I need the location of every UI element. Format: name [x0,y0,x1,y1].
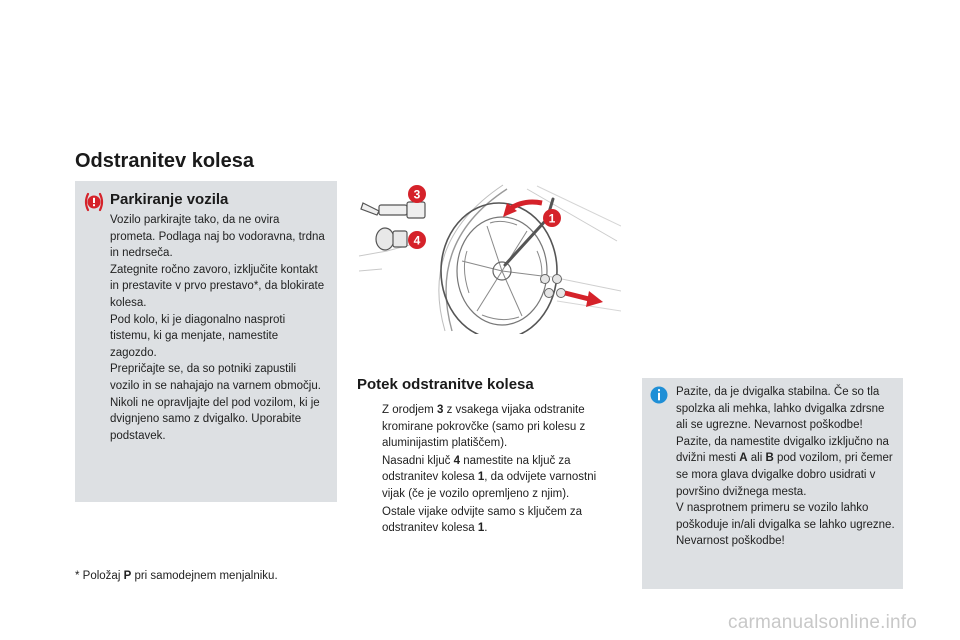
parking-text [110,212,325,444]
badge-4 [408,231,426,249]
jack-info-paragraph: Pazite, da je dvigalka stabilna. Če so tla spolzka ali mehka, lahko dvigalka zdrsne ali se ugrezne. Nevarnost poškodbe! [676,386,885,432]
removal-arrow [565,293,589,299]
jack-info-paragraph: Pazite, da namestite dvigalko izključno na dvižni mesti A ali B pod vozilom, pri čemer se mora glava dvigalke dobro usidrati v površino dvižnega mesta. [676,435,893,498]
parking-paragraph: Vozilo parkirajte tako, da ne ovira prometa. Podlaga naj bo vodoravna, trdna in nedrseča. [110,214,325,260]
badge-1 [543,209,561,227]
procedure-step: Z orodjem 3 z vsakega vijaka odstranite kromirane pokrovčke (samo pri kolesu z aluminijastim platiščem). [382,404,586,450]
svg-text:3: 3 [413,187,421,202]
parking-paragraph: Nikoli ne opravljajte del pod vozilom, ki je dvignjeno samo z dvigalko. Uporabite podstavek. [110,396,320,442]
parking-heading: Parkiranje vozila [110,191,229,208]
svg-text:4: 4 [413,233,421,248]
parking-warning-box [75,181,337,502]
tool-4-socket [376,228,407,250]
parking-paragraph: Prepričajte se, da so potniki zapustili vozilo in se nahajajo na varnem območju. [110,363,321,392]
procedure-steps [362,402,617,538]
jack-info-box [642,378,903,589]
wheel-removal-illustration [357,181,621,334]
warning-icon [83,191,105,213]
info-icon [650,386,668,404]
page-title: Odstranitev kolesa [75,150,254,172]
procedure-step: Nasadni ključ 4 namestite na ključ za odstranitev kolesa 1, da odvijete varnostni vijak (če je vozilo opremljeno z njim). [382,454,597,500]
footnote: * Položaj P pri samodejnem menjalniku. [75,570,278,582]
procedure-step: Ostale vijake odvijte samo s ključem za odstranitev kolesa 1. [382,505,583,535]
svg-text:1: 1 [548,211,556,226]
parking-paragraph: Pod kolo, ki je diagonalno nasproti tistemu, ki ga menjate, namestite zagozdo. [110,313,286,359]
jack-info-text [676,384,896,550]
badge-3 [408,185,426,203]
tool-3-cap-remover [361,202,425,218]
jack-info-paragraph: V nasprotnem primeru se vozilo lahko poškoduje in/ali dvigalka se lahko ugrezne. Nevarnost poškodbe! [676,502,895,548]
watermark: carmanualsonline.info [728,612,918,633]
parking-paragraph: Zategnite ročno zavoro, izključite kontakt in prestavite v prvo prestavo*, da blokirate kolesa. [110,263,325,309]
tyre-outline [441,203,557,334]
procedure-heading: Potek odstranitve kolesa [357,376,534,393]
